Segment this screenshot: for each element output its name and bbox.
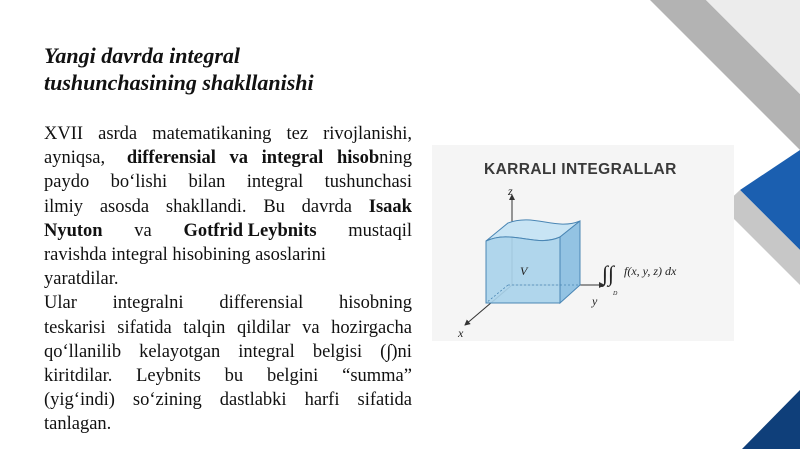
word: Leybnits bbox=[136, 366, 201, 387]
bold-term: Isaak bbox=[368, 196, 412, 217]
word: dastlabki bbox=[219, 390, 287, 411]
word: (∫)ni bbox=[380, 341, 412, 362]
text-line bbox=[44, 195, 412, 219]
word: teskarisi bbox=[44, 317, 106, 338]
word: kiritdilar. bbox=[44, 366, 113, 387]
text-line bbox=[44, 316, 412, 340]
word: rivojlanishi, bbox=[323, 124, 412, 144]
word: ilmiy bbox=[44, 196, 84, 217]
word: hisobning bbox=[338, 293, 412, 314]
word: bu bbox=[224, 366, 244, 387]
bold-term: Gotfrid Leybnits bbox=[183, 220, 317, 241]
slide-title bbox=[44, 42, 404, 96]
word: qo‘llanilib bbox=[44, 341, 122, 362]
text-line bbox=[44, 291, 412, 315]
word: Bu bbox=[263, 196, 285, 217]
word: tushunchasi bbox=[324, 172, 412, 193]
word: sifatida bbox=[357, 390, 412, 411]
word: integral bbox=[246, 172, 304, 193]
word: ning bbox=[379, 148, 412, 169]
word: tanlagan. bbox=[44, 414, 112, 435]
word: belgini bbox=[266, 366, 319, 387]
figure-title: KARRALI INTEGRALLAR bbox=[484, 161, 677, 178]
text-line bbox=[44, 146, 412, 170]
word: yaratdilar. bbox=[44, 269, 119, 290]
text-line bbox=[44, 340, 412, 364]
word: matematikaning bbox=[152, 124, 272, 144]
text-line bbox=[44, 388, 412, 412]
dark-blue-corner bbox=[742, 390, 800, 449]
word: integralni bbox=[112, 293, 184, 314]
bold-term: Nyuton bbox=[44, 220, 103, 241]
word: paydo bbox=[44, 172, 90, 193]
word: belgisi bbox=[312, 341, 363, 362]
title-line: Yangi davrda integral bbox=[44, 43, 240, 68]
word: Ular bbox=[44, 293, 77, 314]
text-line bbox=[44, 364, 412, 388]
word: sifatida bbox=[117, 317, 172, 338]
text-line bbox=[44, 267, 412, 291]
word: (yig‘indi) bbox=[44, 390, 115, 411]
word: va bbox=[302, 317, 320, 338]
word: mustaqil bbox=[348, 220, 412, 241]
word: hozirgacha bbox=[331, 317, 412, 338]
axis-label-z: z bbox=[508, 184, 513, 198]
word: so‘zining bbox=[132, 390, 202, 411]
integral-subscript: D bbox=[613, 291, 618, 297]
text-line bbox=[44, 219, 412, 243]
word: talqin bbox=[183, 317, 226, 338]
word: ayniqsa, bbox=[44, 148, 106, 169]
volume-diagram bbox=[432, 145, 734, 341]
word: XVII bbox=[44, 124, 84, 144]
word: integral bbox=[238, 341, 295, 362]
word: differensial bbox=[219, 293, 304, 314]
text-line bbox=[44, 412, 412, 436]
word: kelayotgan bbox=[139, 341, 221, 362]
text-line bbox=[44, 170, 412, 194]
triple-integral-figure bbox=[432, 145, 734, 341]
word: qildilar bbox=[237, 317, 291, 338]
text-line bbox=[44, 122, 412, 146]
integral-sign: ∫∫ bbox=[602, 261, 615, 286]
word: harfi bbox=[304, 390, 340, 411]
word: bilan bbox=[188, 172, 226, 193]
volume-label: V bbox=[520, 264, 528, 278]
word: asosda bbox=[99, 196, 150, 217]
word: davrda bbox=[301, 196, 352, 217]
word: va bbox=[134, 220, 152, 241]
word: “summa” bbox=[342, 366, 412, 387]
word: tez bbox=[286, 124, 309, 144]
bold-term: differensial va integral hisob bbox=[126, 148, 380, 169]
axis-label-x: x bbox=[458, 326, 464, 340]
axis-label-y: y bbox=[592, 294, 598, 308]
word: shakllandi. bbox=[165, 196, 247, 217]
body-text bbox=[44, 122, 412, 437]
word: asrda bbox=[98, 124, 138, 144]
word: ravishda integral hisobining asoslarini bbox=[44, 245, 327, 266]
word: bo‘lishi bbox=[110, 172, 168, 193]
integral-formula: f(x, y, z) dx bbox=[624, 264, 677, 278]
text-line bbox=[44, 243, 412, 267]
title-line: tushunchasining shakllanishi bbox=[44, 70, 314, 95]
